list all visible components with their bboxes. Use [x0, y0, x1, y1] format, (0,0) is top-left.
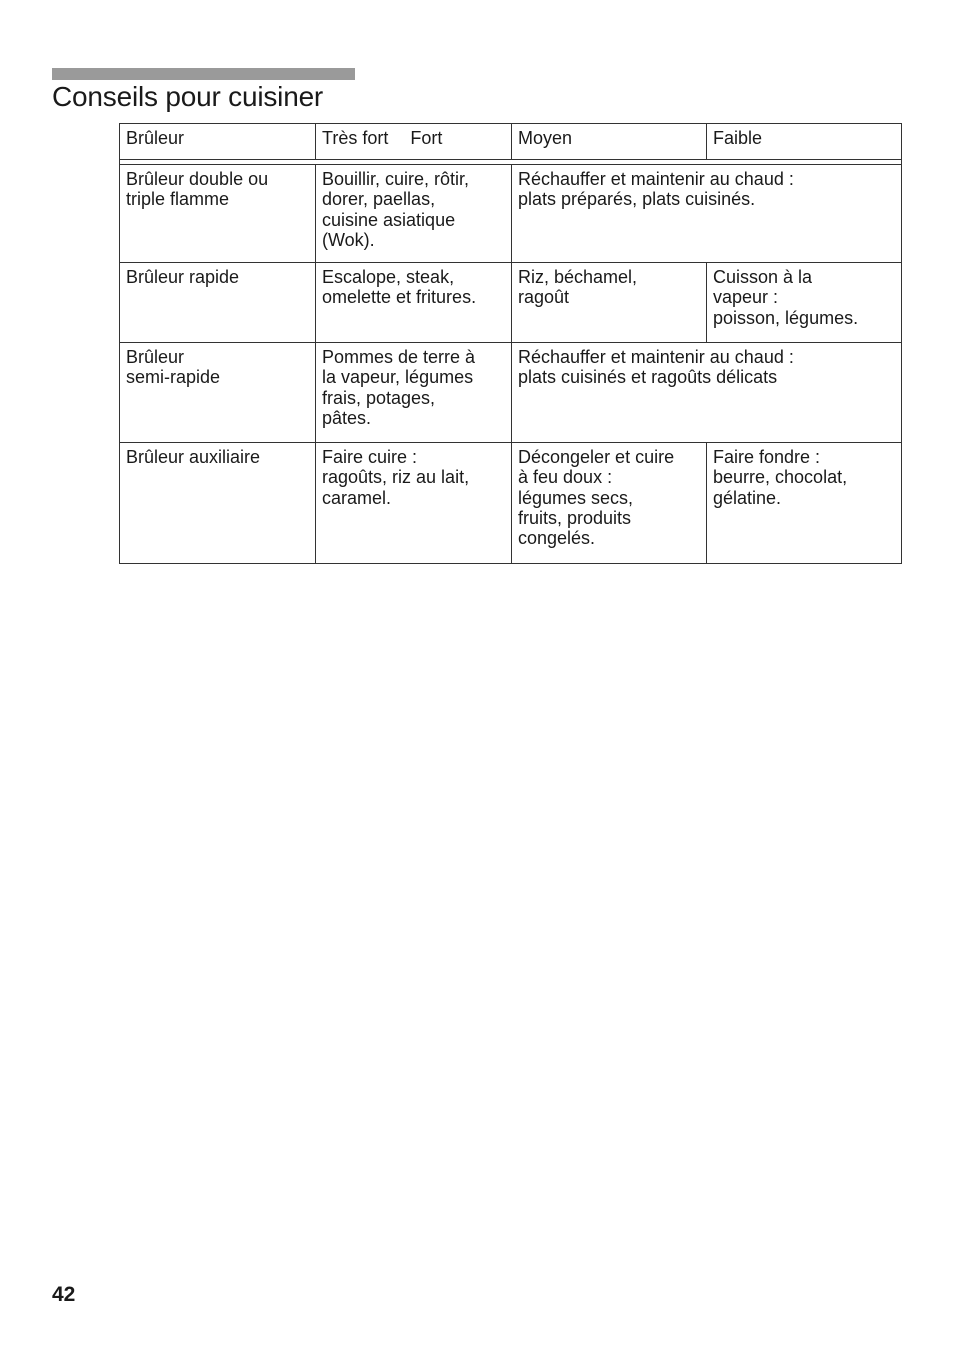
- table-row: [120, 342, 901, 442]
- page-number: 42: [52, 1283, 76, 1306]
- strong-cell: Faire cuire : ragoûts, riz au lait, caramel.: [315, 443, 511, 563]
- burner-cell: Brûleur double ou triple flamme: [126, 169, 269, 210]
- medium-low-cell: Réchauffer et maintenir au chaud : plats préparés, plats cuisinés.: [511, 165, 901, 262]
- header-strong: Fort: [410, 128, 443, 148]
- header-very-strong: Très fort: [322, 128, 389, 148]
- cooking-tips-table: [119, 123, 902, 564]
- table-row: [120, 164, 901, 262]
- strong-cell: Escalope, steak, omelette et fritures.: [315, 263, 511, 342]
- title-rule: [52, 68, 355, 80]
- low-cell: Cuisson à la vapeur : poisson, légumes.: [706, 263, 901, 342]
- medium-cell: Riz, béchamel, ragoût: [511, 263, 706, 342]
- medium-low-cell: Réchauffer et maintenir au chaud : plats cuisinés et ragoûts délicats: [511, 343, 901, 442]
- page-title: Conseils pour cuisiner: [52, 81, 324, 112]
- medium-cell: Décongeler et cuire à feu doux : légumes secs, fruits, produits congelés.: [511, 443, 706, 563]
- header-burner: Brûleur: [126, 128, 185, 148]
- burner-cell: Brûleur rapide: [126, 267, 240, 287]
- burner-cell: Brûleur semi-rapide: [126, 347, 221, 388]
- table-header-row: [120, 124, 901, 159]
- header-very-strong-strong: [315, 124, 511, 159]
- table-row: [120, 442, 901, 563]
- strong-cell: Pommes de terre à la vapeur, légumes frais, potages, pâtes.: [315, 343, 511, 442]
- header-medium: Moyen: [511, 124, 706, 159]
- strong-cell: Bouillir, cuire, rôtir, dorer, paellas, cuisine asiatique (Wok).: [315, 165, 511, 262]
- header-low: Faible: [706, 124, 901, 159]
- table-row: [120, 262, 901, 342]
- burner-cell: Brûleur auxiliaire: [126, 447, 261, 467]
- low-cell: Faire fondre : beurre, chocolat, gélatine.: [706, 443, 901, 563]
